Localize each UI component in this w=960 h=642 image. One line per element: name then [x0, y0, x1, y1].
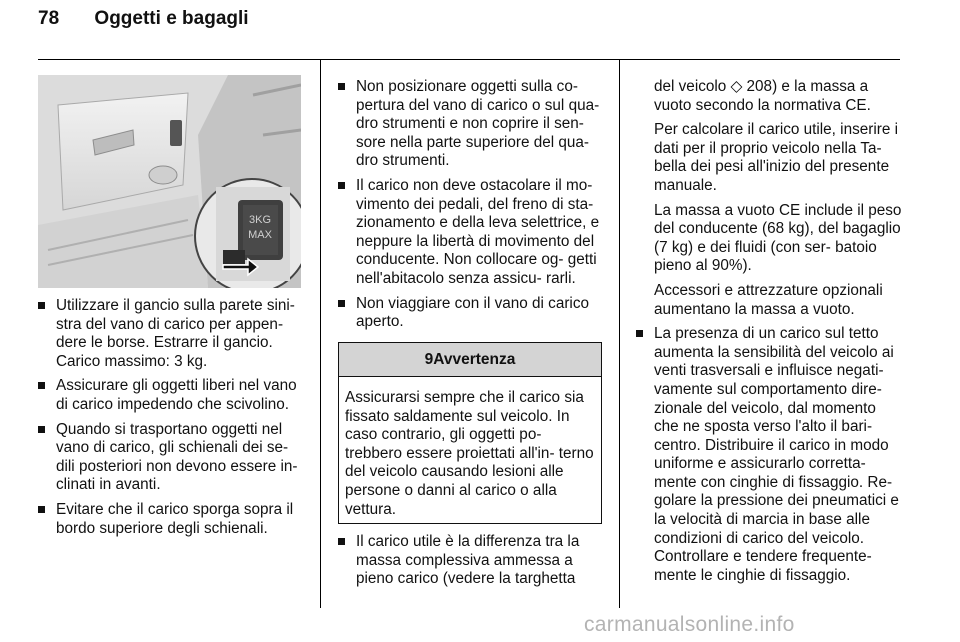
left-column: [38, 297, 304, 544]
bullet-icon: [38, 506, 45, 513]
middle-column-bottom: [338, 533, 604, 595]
bullet-icon: [38, 302, 45, 309]
hook-label-top: 3KG: [248, 214, 272, 226]
column-divider-2: [619, 60, 620, 608]
list-item: Il carico non deve ostacolare il mo- vimento dei pedali, del freno di sta- zionamento e della leva selettrice, e neppure la libertà di movimento del conducente. Non collocare og- getti nell'abitacolo senza assicu- rarli.: [338, 177, 604, 289]
page-number: 78: [38, 8, 60, 29]
list-item: Non posizionare oggetti sulla co- pertura del vano di carico o sul qua- dro strumenti e non coprire il sen- sore nella parte superiore del qua- dro strumenti.: [338, 78, 604, 171]
bullet-icon: [38, 382, 45, 389]
bullet-icon: [338, 83, 345, 90]
page-header: [38, 8, 249, 30]
paragraph: La massa a vuoto CE include il peso del conducente (68 kg), del bagaglio (7 kg) e dei fluidi (con ser- batoio pieno al 90%).: [654, 201, 902, 275]
list-item: Quando si trasportano oggetti nel vano di carico, gli schienali dei se- dili posteriori non devono essere in- clinati in avanti.: [38, 421, 304, 495]
list-item: Utilizzare il gancio sulla parete sini- stra del vano di carico per appen- dere le borse. Estrarre il gancio. Carico massimo: 3 kg.: [38, 297, 304, 371]
middle-column: [338, 78, 604, 338]
warning-box: [338, 342, 602, 524]
list-item: Il carico utile è la differenza tra la massa complessiva ammessa a pieno carico (vedere la targhetta: [338, 533, 604, 589]
column-divider-1: [320, 60, 321, 608]
paragraph: Accessori e attrezzature opzionali aumentano la massa a vuoto.: [654, 281, 883, 318]
list-item: Evitare che il carico sporga sopra il bordo superiore degli schienali.: [38, 501, 304, 538]
watermark: carmanualsonline.info: [584, 613, 795, 636]
warning-icon: 9: [424, 351, 434, 368]
paragraph: Per calcolare il carico utile, inserire i dati per il proprio veicolo nella Ta- bella dei pesi all'inizio del presente manuale.: [654, 121, 898, 194]
bullet-icon: [636, 330, 643, 337]
hook-label-bottom: MAX: [248, 229, 272, 241]
header-rule: [38, 59, 900, 60]
bullet-icon: [338, 538, 345, 545]
bullet-icon: [38, 426, 45, 433]
warning-title: Avvertenza: [433, 351, 516, 368]
list-item: La presenza di un carico sul tetto aumenta la sensibilità del veicolo ai venti trasversali e influisce negati- vamente sul comportamento dire- zionale del veicolo, dal momento che ne sposta verso l'alto il bari- centro. Distribuire il carico in modo uniforme e assicurarlo corretta- mente con cinghie di fissaggio. Re- golare la pressione dei pneumatici e la velocità di marcia in base alle condizioni di carico del veicolo. Controllare e tendere frequente- mente le cinghie di fissaggio.: [636, 325, 904, 585]
warning-header: [339, 343, 601, 377]
right-column: [636, 78, 904, 591]
list-item: Assicurare gli oggetti liberi nel vano di carico impedendo che scivolino.: [38, 377, 304, 414]
page-title: Oggetti e bagagli: [94, 8, 249, 29]
bullet-icon: [338, 182, 345, 189]
paragraph: del veicolo ◇ 208) e la massa a vuoto secondo la normativa CE.: [654, 78, 871, 114]
warning-body: Assicurarsi sempre che il carico sia fissato saldamente sul veicolo. In caso contrario, gli oggetti po- trebbero essere proiettati all'in- terno del veicolo causando lesioni alle persone o danni al carico o alla vettura.: [345, 389, 594, 518]
bullet-icon: [338, 300, 345, 307]
cargo-hook-figure: [38, 75, 301, 288]
list-item: Non viaggiare con il vano di carico aperto.: [338, 295, 604, 332]
